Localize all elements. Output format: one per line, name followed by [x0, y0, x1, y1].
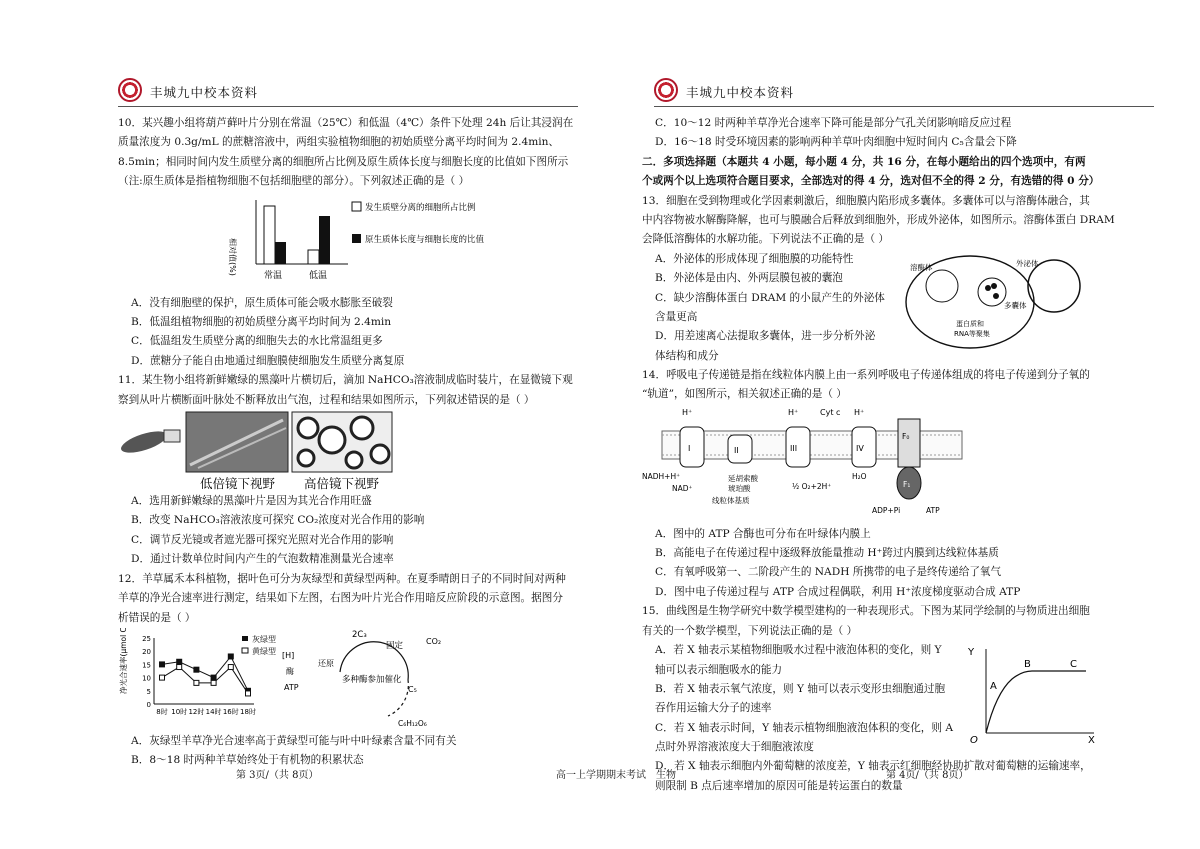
- q15-line: 有关的一个数学模型，下列说法正确的是（ ）: [642, 624, 858, 637]
- page-header: [118, 80, 578, 107]
- q12-line: 12．羊草属禾本科植物，据叶色可分为灰绿型和黄绿型两种。在夏季晴朗日子的不同时间对两种: [118, 572, 566, 585]
- fig-label: 蛋白质和: [956, 319, 984, 328]
- chart1-ylabel: 相对值(%): [228, 237, 237, 276]
- bar-low-temp-ratio: [308, 250, 319, 264]
- fig-label: 外泌体: [1016, 258, 1039, 268]
- q11-option-a: A．选用新鲜嫩绿的黑藻叶片是因为其光合作用旺盛: [131, 495, 372, 508]
- q12-option-d: D．16～18 时受环境因素的影响两种羊草叶肉细胞中短时间内 C₅含量会下降: [655, 136, 1017, 149]
- xy-graph: [966, 643, 1106, 743]
- bar-low-temp-length: [319, 216, 330, 264]
- fig-label: IV: [856, 443, 864, 453]
- center-footer: 高一上学期期末考试 生物: [556, 770, 676, 781]
- q10-option-c: C．低温组发生质壁分离的细胞失去的水比常温组更多: [131, 335, 383, 348]
- legend-label: 发生质壁分离的细胞所占比例: [365, 202, 476, 213]
- q13-option-d-cont: 体结构和成分: [655, 349, 719, 362]
- y-tick-label: 10: [142, 674, 151, 683]
- lysosome-icon: [926, 270, 958, 302]
- q10-line: 质量浓度为 0.3g/mL 的蔗糖溶液中，两组实验植物细胞的初始质壁分离平均时间为 2.4min、: [118, 136, 560, 149]
- fig-label: 线粒体基质: [712, 495, 750, 505]
- legend-label: 原生质体长度与细胞长度的比值: [365, 234, 485, 245]
- graph-label: X: [1088, 735, 1095, 744]
- q10-line: 10．某兴趣小组将葫芦藓叶片分别在常温（25℃）和低温（4℃）条件下处理 24h 后让其浸润在: [118, 117, 574, 129]
- fig-label: III: [790, 443, 798, 453]
- leaf-slice-icon: [119, 427, 170, 457]
- q15-option-a-cont: 轴可以表示细胞吸水的能力: [655, 663, 783, 676]
- graph-curve: [986, 671, 1086, 733]
- bubble-icon: [298, 450, 314, 466]
- fig-label: Cyt c: [820, 407, 841, 417]
- q11-option-b: B．改变 NaHCO₃溶液浓度可探究 CO₂浓度对光合作用的影响: [131, 514, 425, 527]
- q14-option-a: A．图中的 ATP 合酶也可分布在叶绿体内膜上: [655, 527, 871, 540]
- calvin-label: C₅: [408, 684, 417, 694]
- y-tick-label: 0: [146, 700, 151, 709]
- q10-option-a: A．没有细胞壁的保护，原生质体可能会吸水膨胀至破裂: [131, 296, 393, 309]
- bubble-icon: [298, 418, 318, 438]
- q11-figure: [118, 410, 580, 492]
- q10-option-b: B．低温组植物细胞的初始质壁分离平均时间为 2.4min: [131, 316, 392, 329]
- complex-i: [680, 427, 704, 467]
- legend-label: 黄绿型: [252, 646, 276, 656]
- q10-figure: [118, 192, 580, 294]
- q15-line: 15．曲线图是生物学研究中数学模型建构的一种表现形式。下图为某同学绘制的与物质进出细胞: [642, 605, 1090, 618]
- fig-label: 琥珀酸: [728, 483, 751, 493]
- left-content: [118, 114, 580, 771]
- data-point: [160, 662, 165, 667]
- bubble-icon: [346, 452, 362, 468]
- vesicle-dot: [993, 293, 999, 299]
- q15-option-b-cont: 吞作用运输大分子的速率: [655, 702, 772, 715]
- q13-line: 中内容物被水解酶降解，也可与膜融合后释放到细胞外，形成外泌体，如图所示。溶酶体蛋白 DRAM: [642, 214, 1115, 227]
- fig-label: 多囊体: [1004, 300, 1027, 310]
- vesicle-dot: [985, 285, 991, 291]
- q15-option-d: D．若 X 轴表示细胞内外葡萄糖的浓度差，Y 轴表示红细胞经协助扩散对葡萄糖的运输速率，: [655, 760, 1091, 773]
- category-label: 常温: [264, 270, 283, 281]
- fig-label: II: [734, 445, 739, 455]
- q14-option-b: B．高能电子在传递过程中逐级释放能量推动 H⁺跨过内膜到达线粒体基质: [655, 547, 999, 560]
- graph-label: Y: [968, 647, 975, 659]
- q15-option-a: A．若 X 轴表示某植物细胞吸水过程中液泡体积的变化，则 Y: [655, 644, 942, 657]
- graph-label: C: [1070, 659, 1077, 671]
- x-tick-label: 10时: [171, 707, 188, 716]
- calvin-label: ATP: [284, 682, 299, 692]
- q14-line: “轨道”，如图所示，相关叙述正确的是（ ）: [642, 388, 847, 401]
- q15-option-b: B．若 X 轴表示氧气浓度，则 Y 轴可以表示变形虫细胞通过胞: [655, 682, 946, 695]
- q14-figure: [642, 405, 1162, 525]
- low-power-label: 低倍镜下视野: [200, 476, 276, 492]
- multivesicular-body-icon: [978, 278, 1006, 306]
- line-chart: [118, 628, 580, 732]
- bar-room-temp-length: [275, 242, 286, 264]
- right-content: [642, 114, 1162, 796]
- legend-swatch-grey-green: [242, 636, 248, 641]
- q13-option-c-cont: 含量更高: [655, 311, 698, 324]
- y-tick-label: 15: [142, 661, 151, 670]
- x-tick-label: 16时: [222, 707, 239, 716]
- slide-icon: [164, 430, 180, 442]
- school-logo-icon: [118, 78, 142, 102]
- x-tick-label: 18时: [240, 707, 256, 716]
- fig-label: I: [688, 443, 691, 453]
- q13-option-a: A．外泌体的形成体现了细胞膜的功能特性: [655, 252, 854, 265]
- calvin-label: [H]: [282, 650, 295, 660]
- bubble-icon: [351, 417, 373, 439]
- fig-label: 延胡索酸: [728, 473, 758, 483]
- fig-label: F₁: [903, 479, 911, 489]
- q11-line: 察到从叶片横断面叶脉处不断释放出气泡，过程和结果如图所示，下列叙述错误的是（ ）: [118, 393, 535, 406]
- fig-label: H⁺: [854, 407, 865, 417]
- legend-swatch-white: [352, 202, 361, 211]
- x-tick-label: 14时: [205, 707, 222, 716]
- line-chart-ylabel: 净光合速率(μmol CO₂·m⁻²·s⁻¹): [119, 627, 128, 694]
- fig-label: RNA等聚集: [954, 329, 990, 338]
- q15-option-c: C．若 X 轴表示时间，Y 轴表示植物细胞液泡体积的变化，则 A: [655, 721, 954, 734]
- fig-label: NADH+H⁺: [642, 471, 681, 481]
- q13-line: 会降低溶酶体的水解功能。下列说法不正确的是（ ）: [642, 233, 890, 246]
- legend-swatch-black: [352, 234, 361, 243]
- data-point: [160, 675, 165, 680]
- bubble-icon: [319, 427, 345, 453]
- calvin-label: 多种酶参加催化: [342, 674, 402, 685]
- data-point: [211, 680, 216, 685]
- graph-label: B: [1024, 659, 1031, 671]
- q12-option-b: B．8～18 时两种羊草始终处于有机物的积累状态: [131, 754, 364, 767]
- q13-line: 13．细胞在受到物理或化学因素刺激后，细胞膜内陷形成多囊体。多囊体可以与溶酶体融合，其: [642, 194, 1090, 207]
- bar-chart: [118, 192, 580, 294]
- data-point: [211, 675, 216, 680]
- calvin-label: 2C₃: [352, 629, 367, 640]
- q13-option-c: C．缺少溶酶体蛋白 DRAM 的小鼠产生的外泌体: [655, 291, 885, 304]
- exosome-diagram: [898, 250, 1088, 354]
- x-tick-label: 12时: [188, 707, 205, 716]
- fig-label: ADP+Pi: [872, 505, 901, 515]
- legend-swatch-yellow-green: [242, 648, 248, 653]
- data-point: [194, 680, 199, 685]
- q13-block: [642, 250, 1162, 366]
- data-point: [177, 659, 182, 664]
- calvin-label: C₆H₁₂O₆: [398, 718, 427, 728]
- q12-line: 羊草的净光合速率进行测定，结果如下左图，右图为叶片光合作用暗反应阶段的示意图。据图分: [118, 592, 563, 605]
- q13-option-d: D．用差速离心法提取多囊体，进一步分析外泌: [655, 330, 876, 343]
- data-point: [177, 664, 182, 669]
- bar-room-temp-ratio: [264, 206, 275, 264]
- q15-options: [642, 641, 962, 757]
- microscope-images: [118, 410, 580, 492]
- bubble-icon: [371, 445, 389, 463]
- q15-option-d-cont: 则限制 B 点后速率增加的原因可能是转运蛋白的数量: [655, 779, 903, 792]
- school-logo-icon: [654, 78, 678, 102]
- y-tick-label: 5: [146, 687, 151, 696]
- section-heading: 二．多项选择题（本题共 4 小题，每小题 4 分，共 16 分，在每小题给出的四个选项中，有两: [642, 155, 1086, 168]
- calvin-label: CO₂: [426, 636, 442, 646]
- fig-label: H⁺: [788, 407, 799, 417]
- complex-ii: [728, 435, 752, 463]
- q10-option-d: D．蔗糖分子能自由地通过细胞膜使细胞发生质壁分离复原: [131, 354, 405, 367]
- q12-figure: [118, 628, 580, 732]
- q12-option-a: A．灰绿型羊草净光合速率高于黄绿型可能与叶中叶绿素含量不同有关: [131, 734, 457, 747]
- data-point: [246, 691, 251, 696]
- right-page-footer: 第 4页/（共 8页）: [886, 770, 969, 781]
- school-title: 丰城九中校本资料: [150, 85, 259, 100]
- q10-line: （注:原生质体是指植物细胞不包括细胞壁的部分）。下列叙述正确的是（ ）: [118, 175, 470, 188]
- q12-option-c: C．10～12 时两种羊草净光合速率下降可能是部分气孔关闭影响暗反应过程: [655, 117, 1012, 129]
- q15-option-c-cont: 点时外界溶液浓度大于细胞液浓度: [655, 741, 814, 754]
- legend-label: 灰绿型: [252, 634, 276, 644]
- left-page-footer: 第 3页/（共 8页）: [236, 770, 319, 781]
- data-point: [194, 667, 199, 672]
- q14-option-d: D．图中电子传递过程与 ATP 合成过程偶联，利用 H⁺浓度梯度驱动合成 ATP: [655, 585, 1021, 598]
- y-tick-label: 20: [142, 648, 151, 657]
- cycle-arrow-dashed: [388, 680, 408, 716]
- calvin-label: 酶: [286, 666, 294, 676]
- fig-label: NAD⁺: [672, 483, 693, 493]
- graph-label: O: [970, 735, 978, 744]
- y-tick-label: 25: [142, 634, 151, 643]
- category-label: 低温: [309, 270, 328, 281]
- q10-line: 8.5min；相同时间内发生质壁分离的细胞所占比例及原生质体长度与细胞长度的比值如下图所示: [118, 155, 569, 168]
- section-heading: 个或两个以上选项符合题目要求，全部选对的得 4 分，选对但不全的得 2 分，有选错的得 0 分）: [642, 175, 1100, 188]
- fig-label: F₀: [902, 431, 910, 441]
- series-line: [162, 667, 248, 693]
- q11-line: 11．某生物小组将新鲜嫩绿的黑藻叶片横切后，滴加 NaHCO₃溶液制成临时装片，在显微镜下观: [118, 374, 573, 387]
- q12-line: 析错误的是（ ）: [118, 611, 196, 624]
- high-power-label: 高倍镜下视野: [304, 476, 380, 492]
- data-point: [228, 654, 233, 659]
- fig-label: ½ O₂+2H⁺: [792, 481, 832, 491]
- q14-line: 14．呼吸电子传递链是指在线粒体内膜上由一系列呼吸电子传递体组成的将电子传递到分子氧的: [642, 368, 1090, 381]
- graph-label: A: [990, 681, 997, 693]
- school-title: 丰城九中校本资料: [686, 85, 795, 100]
- q15-block: [642, 641, 1162, 757]
- right-page: [600, 0, 1200, 849]
- x-tick-label: 8时: [156, 707, 168, 716]
- q13-options: [642, 250, 892, 366]
- fig-label: H⁺: [682, 407, 693, 417]
- q11-option-d: D．通过计数单位时间内产生的气泡数精准测量光合速率: [131, 553, 394, 566]
- atp-synthase-f0: [898, 419, 920, 467]
- q14-option-c: C．有氧呼吸第一、二阶段产生的 NADH 所携带的电子是终传递给了氧气: [655, 566, 1002, 579]
- fig-label: 溶酶体: [910, 262, 933, 272]
- q13-option-b: B．外泌体是由内、外两层膜包被的囊泡: [655, 272, 843, 285]
- data-point: [228, 664, 233, 669]
- electron-transport-chain: [642, 405, 1162, 525]
- q11-option-c: C．调节反光镜或者遮光器可探究光照对光合作用的影响: [131, 533, 394, 546]
- fig-label: ATP: [926, 505, 940, 515]
- calvin-label: 固定: [386, 640, 404, 651]
- calvin-cycle-diagram: [282, 630, 441, 728]
- vesicle-dot: [991, 283, 997, 289]
- fig-label: H₂O: [852, 471, 867, 481]
- page-header: [654, 80, 1154, 107]
- calvin-label: 还原: [318, 658, 334, 668]
